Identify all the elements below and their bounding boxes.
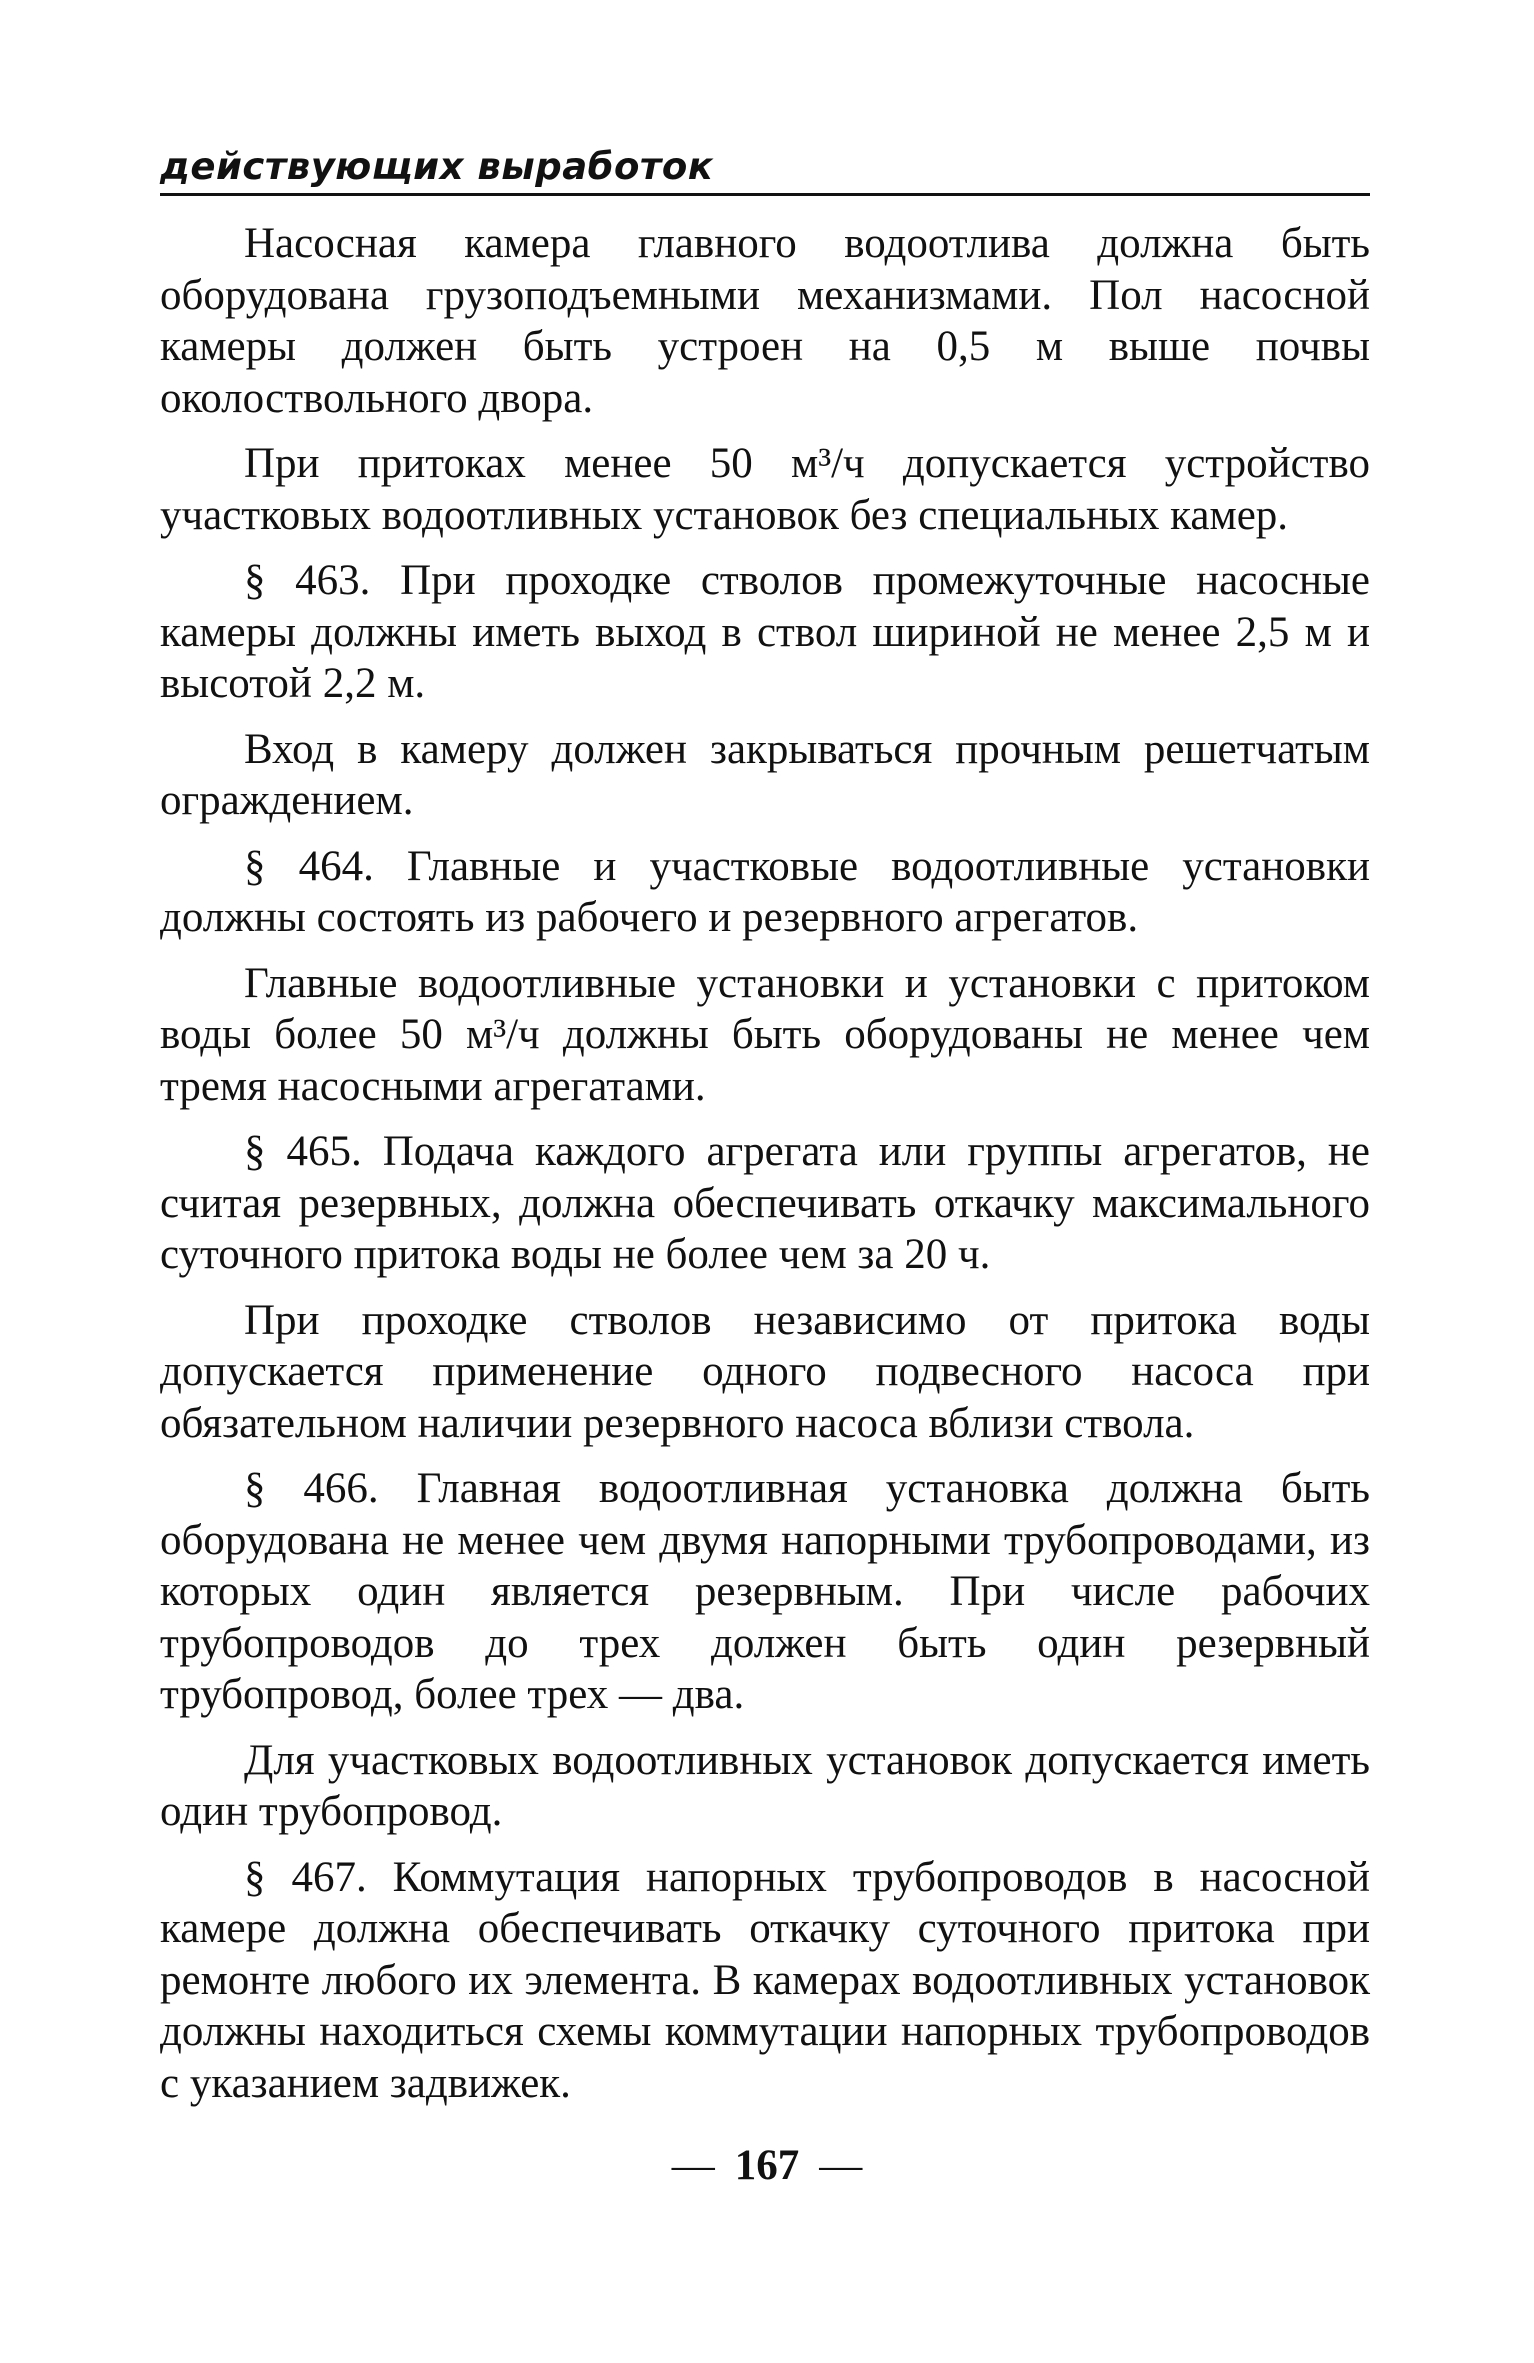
page-number-dash-left: — <box>671 2142 715 2189</box>
paragraph: При проходке стволов независимо от притока воды допускается применение одного подвесного насоса при обязательном наличии резервного насоса вблизи ствола. <box>160 1296 1370 1447</box>
running-head <box>160 145 1370 196</box>
paragraph: Вход в камеру должен закрываться прочным решетчатым ограждением. <box>160 725 1370 824</box>
page-number-dash-right: — <box>819 2142 863 2189</box>
paragraph: Главные водоотливные установки и установки с притоком воды более 50 м³/ч должны быть оборудованы не менее чем тремя насосными агрегатами. <box>160 959 1370 1110</box>
paragraph-section-466: § 466. Главная водоотливная установка должна быть оборудована не менее чем двумя напорными трубопроводами, из которых один является резервным. При числе рабочих трубопроводов до трех должен быть один резервный трубопровод, более трех — два. <box>160 1465 1370 1718</box>
body-text <box>160 218 1370 2123</box>
page-number <box>0 2140 1534 2192</box>
running-head-text: действующих выработок <box>160 145 714 188</box>
paragraph-section-464: § 464. Главные и участковые водоотливные установки должны состоять из рабочего и резервного агрегатов. <box>160 842 1370 941</box>
paragraph: Для участковых водоотливных установок допускается иметь один трубопровод. <box>160 1736 1370 1835</box>
paragraph: Насосная камера главного водоотлива должна быть оборудована грузоподъемными механизмами. Пол насосной камеры должен быть устроен на 0,5 м выше почвы околоствольного двора. <box>160 220 1370 422</box>
paragraph-section-465: § 465. Подача каждого агрегата или группы агрегатов, не считая резервных, должна обеспечивать откачку максимального суточного притока воды не более чем за 20 ч. <box>160 1128 1370 1278</box>
paragraph: При притоках менее 50 м³/ч допускается устройство участковых водоотливных установок без специальных камер. <box>160 440 1370 539</box>
paragraph-section-467: § 467. Коммутация напорных трубопроводов в насосной камере должна обеспечивать откачку суточного притока при ремонте любого их элемента. В камерах водоотливных установок должны находиться схемы коммутации напорных трубопроводов с указанием задвижек. <box>160 1853 1370 2107</box>
page-number-value: 167 <box>734 2142 800 2189</box>
paragraph-section-463: § 463. При проходке стволов промежуточные насосные камеры должны иметь выход в ствол шириной не менее 2,5 м и высотой 2,2 м. <box>160 557 1370 707</box>
